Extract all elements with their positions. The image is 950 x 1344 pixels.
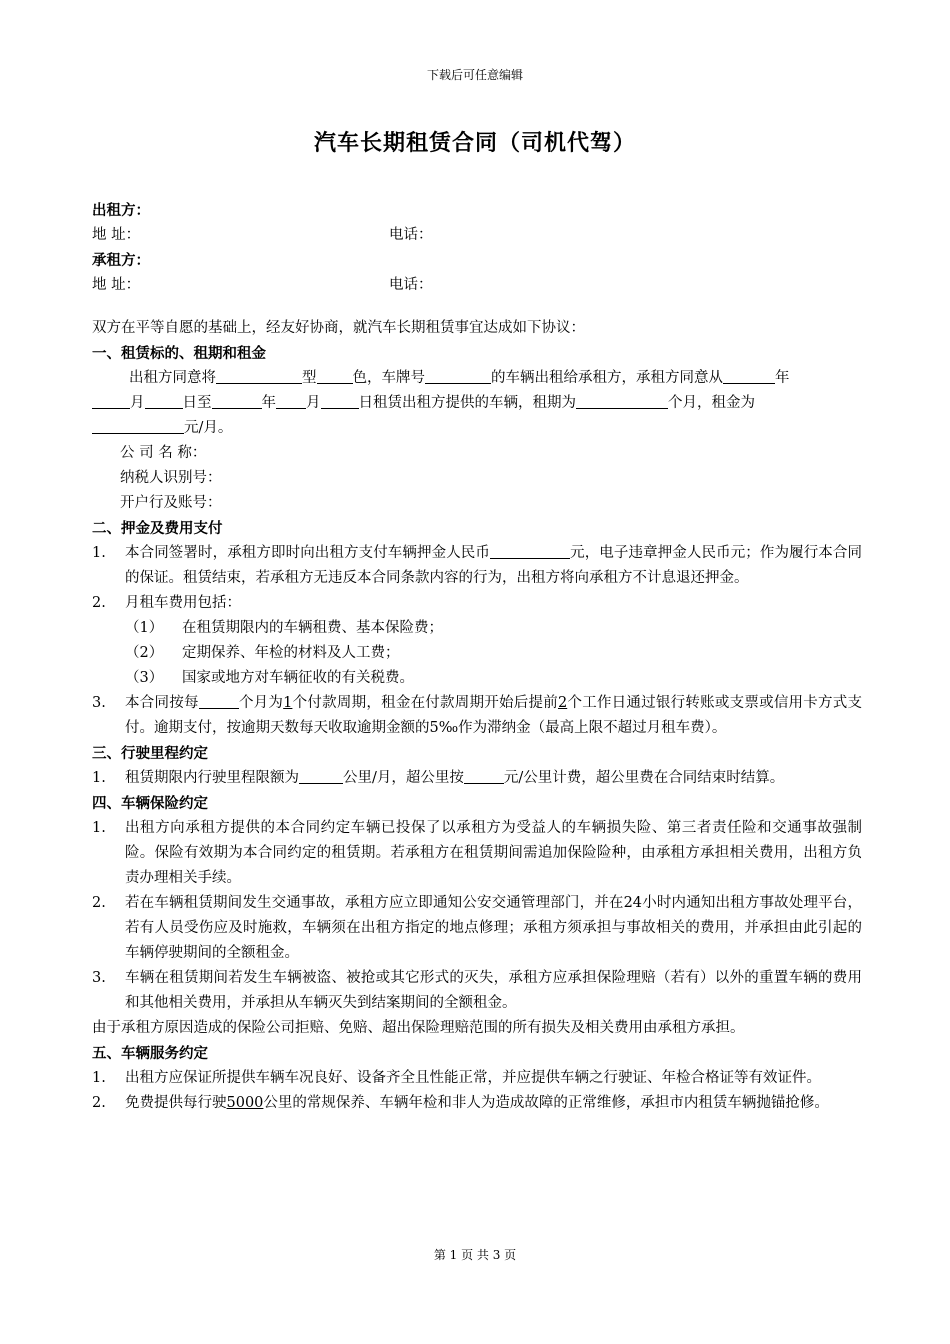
- document-title: 汽车长期租赁合同（司机代驾）: [313, 130, 636, 156]
- section-2-item-3: [92, 691, 862, 741]
- text-fragment: 个工作日通过银行转账或支票或信用卡方式支付。逾期支付，按逾期天数每天收取逾期金额的5‰作为滞纳金（最高上限不超过月租车费）。: [125, 695, 863, 736]
- blank-months: [199, 692, 239, 709]
- item-number: 1.: [92, 820, 106, 836]
- blank-mileage-limit: [299, 767, 343, 784]
- blank-color: [317, 367, 353, 384]
- lessor-address: 地 址：: [92, 227, 141, 243]
- text-fragment: 型: [302, 370, 317, 386]
- tax-id-line: 纳税人识别号：: [120, 470, 222, 486]
- fee-subitem-1: [92, 616, 862, 641]
- section-2-item-1: [92, 541, 862, 591]
- item-number: 1.: [92, 545, 106, 561]
- blank-model: [216, 367, 302, 384]
- subitem-text: 国家或地方对车辆征收的有关税费。: [182, 670, 414, 686]
- blank-plate: [425, 367, 491, 384]
- text-fragment: 月: [306, 395, 321, 411]
- intro-paragraph: 双方在平等自愿的基础上，经友好协商，就汽车长期租赁事宜达成如下协议：: [92, 320, 585, 336]
- text-fragment: 个付款周期，租金在付款周期开始后提前: [292, 695, 558, 711]
- underlined-value: 2: [557, 695, 568, 711]
- section-4-heading: 四、车辆保险约定: [92, 795, 208, 812]
- subitem-number: （2）: [125, 645, 164, 661]
- text-fragment: 色，车牌号: [352, 370, 425, 386]
- section-3-item-1: [92, 766, 862, 791]
- text-fragment: 年: [261, 395, 276, 411]
- item-number: 2.: [92, 895, 106, 911]
- section-5-item-2: [92, 1091, 862, 1116]
- item-number: 3.: [92, 970, 106, 986]
- lessor-label: 出租方：: [92, 202, 150, 219]
- item-number: 1.: [92, 770, 106, 786]
- blank-term: [576, 392, 668, 409]
- section-5-heading: 五、车辆服务约定: [92, 1045, 208, 1062]
- blank-start-day: [145, 392, 183, 409]
- section-1-line-1: [92, 366, 862, 391]
- page-header: 下载后可任意编辑: [426, 68, 523, 82]
- item-text: 出租方向承租方提供的本合同约定车辆已投保了以承租方为受益人的车辆损失险、第三者责任险和交通事故强制险。保险有效期为本合同约定的租赁期。若承租方在租赁期间需追加保险险种，由承租方承担相关费用，出租方负责办理相关手续。: [125, 820, 862, 886]
- item-text: 车辆在租赁期间若发生车辆被盗、被抢或其它形式的灭失，承租方应承担保险理赔（若有）以外的重置车辆的费用和其他相关费用，并承担从车辆灭失到结案期间的全额租金。: [125, 970, 862, 1011]
- underlined-value: 5000: [226, 1095, 264, 1111]
- subitem-number: （3）: [125, 670, 164, 686]
- lessee-phone: 电话：: [389, 277, 433, 293]
- text-fragment: 月: [130, 395, 145, 411]
- blank-end-year: [212, 392, 262, 409]
- section-2-heading: 二、押金及费用支付: [92, 520, 223, 537]
- blank-rent: [92, 417, 184, 434]
- text-fragment: 本合同按每: [125, 695, 199, 711]
- section-4-item-3: [92, 966, 862, 1016]
- blank-end-month: [276, 392, 306, 409]
- text-fragment: 免费提供每行驶: [125, 1095, 227, 1111]
- lessee-contact-row: [92, 273, 862, 298]
- item-number: 2.: [92, 595, 106, 611]
- text-fragment: 公里/月，超公里按: [343, 770, 464, 786]
- blank-deposit: [490, 542, 570, 559]
- bank-account-line: 开户行及账号：: [120, 495, 222, 511]
- item-text: 出租方应保证所提供车辆车况良好、设备齐全且性能正常，并应提供车辆之行驶证、年检合格证等有效证件。: [125, 1070, 821, 1086]
- subitem-number: （1）: [125, 620, 164, 636]
- text-fragment: 个月，租金为: [668, 395, 755, 411]
- section-4-item-2: [92, 891, 862, 966]
- text-fragment: 日租赁出租方提供的车辆，租期为: [358, 395, 576, 411]
- text-fragment: 元，电子违章押金人民币元；作为履行本合同的保证。租赁结束，若承租方无违反本合同条款内容的行为，出租方将向承租方不计息退还押金。: [125, 545, 862, 586]
- section-1-line-2: [92, 391, 862, 416]
- blank-end-day: [321, 392, 359, 409]
- page-footer: 第 1 页 共 3 页: [433, 1248, 517, 1262]
- item-number: 2.: [92, 1095, 106, 1111]
- text-fragment: 日至: [182, 395, 212, 411]
- text-fragment: 租赁期限内行驶里程限额为: [125, 770, 299, 786]
- blank-start-year: [723, 367, 775, 384]
- contract-body: [92, 198, 862, 1116]
- item-text: [125, 1091, 862, 1116]
- text-fragment: 个月为: [238, 695, 284, 711]
- text-fragment: 元/月。: [184, 420, 233, 436]
- subitem-text: 在租赁期限内的车辆租费、基本保险费；: [182, 620, 443, 636]
- text-fragment: 年: [775, 370, 790, 386]
- section-1-heading: 一、租赁标的、租期和租金: [92, 345, 266, 362]
- item-text: 月租车费用包括：: [125, 595, 241, 611]
- lessor-contact-row: [92, 223, 862, 248]
- blank-excess-rate: [464, 767, 504, 784]
- lessor-phone: 电话：: [389, 227, 433, 243]
- item-text: [125, 541, 862, 591]
- item-text: 若在车辆租赁期间发生交通事故，承租方应立即通知公安交通管理部门，并在24小时内通知出租方事故处理平台，若有人员受伤应及时施救，车辆须在出租方指定的地点修理；承租方须承担与事故相关的费用，并承担由此引起的车辆停驶期间的全额租金。: [125, 895, 862, 961]
- section-3-heading: 三、行驶里程约定: [92, 745, 208, 762]
- text-fragment: 元/公里计费，超公里费在合同结束时结算。: [503, 770, 785, 786]
- subitem-text: 定期保养、年检的材料及人工费；: [182, 645, 400, 661]
- section-2-item-2: [92, 591, 862, 616]
- underlined-value: 1: [283, 695, 293, 711]
- text-fragment: 公里的常规保养、车辆年检和非人为造成故障的正常维修，承担市内租赁车辆抛锚抢修。: [263, 1095, 829, 1111]
- fee-subitem-3: [92, 666, 862, 691]
- section-5-item-1: [92, 1066, 862, 1091]
- item-number: 3.: [92, 695, 106, 711]
- section-4-item-1: [92, 816, 862, 891]
- section-1-line-3: [92, 416, 862, 441]
- blank-start-month: [92, 392, 130, 409]
- fee-subitem-2: [92, 641, 862, 666]
- section-4-note: 由于承租方原因造成的保险公司拒赔、免赔、超出保险理赔范围的所有损失及相关费用由承租方承担。: [92, 1020, 745, 1036]
- item-number: 1.: [92, 1070, 106, 1086]
- lessee-address: 地 址：: [92, 277, 141, 293]
- item-text: [125, 691, 862, 741]
- item-text: [125, 766, 862, 791]
- company-name-line: 公 司 名 称：: [120, 445, 207, 461]
- text-fragment: 的车辆出租给承租方，承租方同意从: [491, 370, 723, 386]
- text-fragment: 出租方同意将: [129, 370, 216, 386]
- lessee-label: 承租方：: [92, 252, 150, 269]
- text-fragment: 本合同签署时，承租方即时向出租方支付车辆押金人民币: [125, 545, 490, 561]
